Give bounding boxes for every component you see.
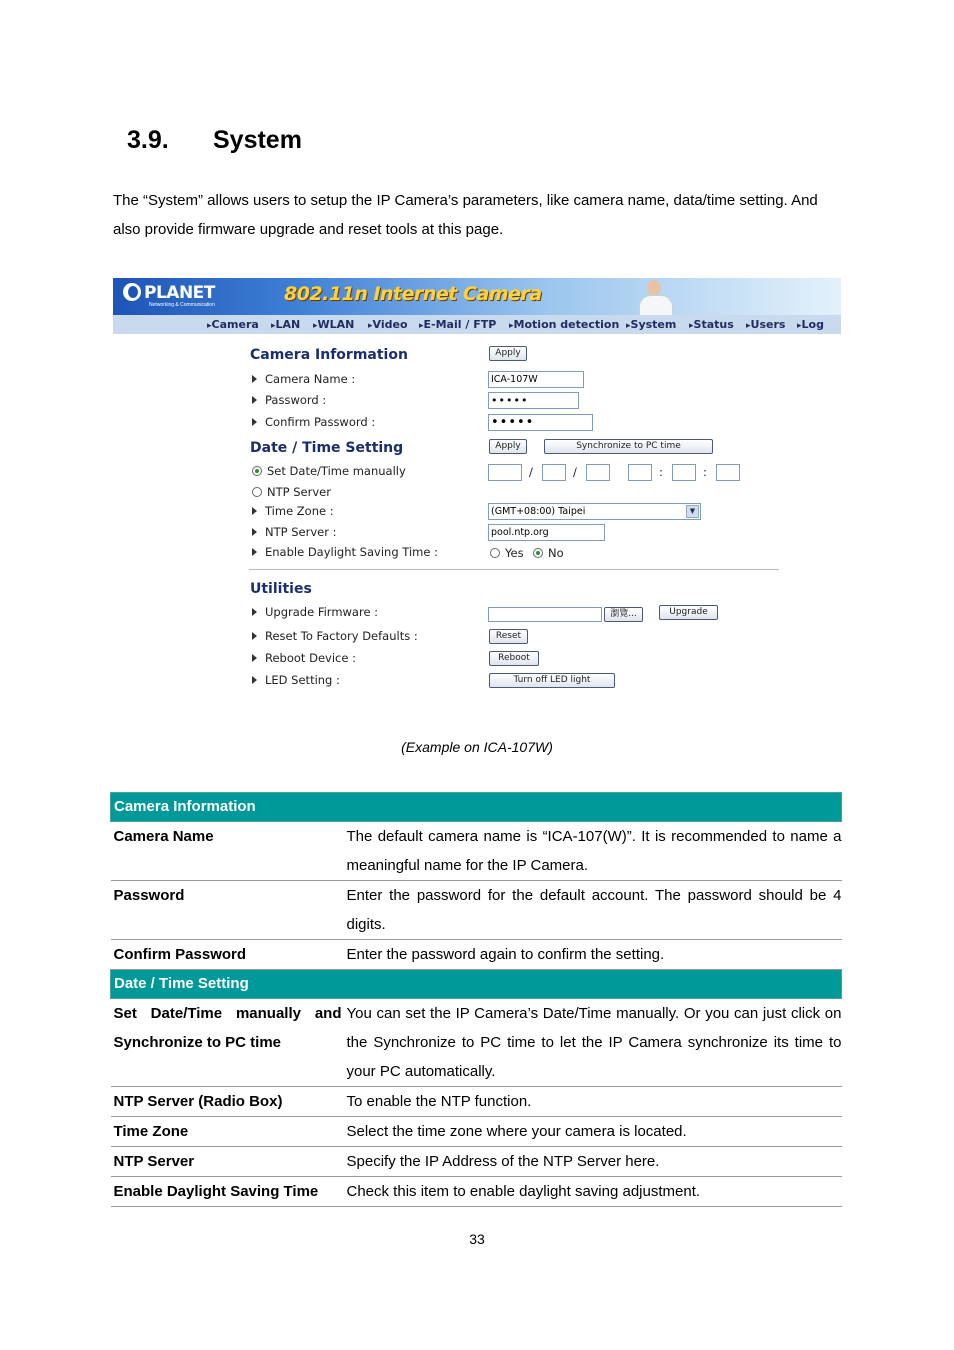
logo-icon [123, 283, 141, 301]
nav-camera[interactable]: ▸ Camera [207, 318, 259, 331]
date-month-input[interactable] [542, 464, 566, 481]
table-row [111, 1147, 842, 1177]
upgrade-button[interactable]: Upgrade [659, 605, 718, 620]
param-description: Check this item to enable daylight saving adjustment. [344, 1177, 842, 1207]
led-setting-label: LED Setting : [252, 673, 340, 687]
planet-logo: PLANET [123, 283, 215, 303]
bullet-icon [252, 528, 257, 536]
param-name: Set Date/Time manually and Synchronize to PC time [111, 999, 344, 1087]
radio-selected-icon[interactable] [252, 466, 262, 476]
person-illustration [633, 278, 681, 315]
param-description: You can set the IP Camera’s Date/Time manually. Or you can just click on the Synchronize to PC time to let the IP Camera synchronize its time to your PC automatically. [344, 999, 842, 1087]
date-year-input[interactable] [488, 464, 522, 481]
browse-button[interactable]: 瀏覽... [604, 607, 643, 622]
param-name: Password [111, 881, 344, 940]
nav-video[interactable]: ▸ Video [368, 318, 408, 331]
logo-subtitle: Networking & Communication [149, 302, 215, 308]
param-description: Enter the password again to confirm the setting. [344, 940, 842, 970]
nav-email-ftp[interactable]: ▸ E-Mail / FTP [419, 318, 496, 331]
bullet-icon [252, 608, 257, 616]
param-name: Camera Name [111, 822, 344, 881]
date-separator: / [529, 465, 533, 479]
bullet-icon [252, 632, 257, 640]
ntp-server-input[interactable]: pool.ntp.org [488, 524, 605, 541]
section-heading [127, 126, 302, 155]
bullet-icon [252, 507, 257, 515]
intro-paragraph: The “System” allows users to setup the IP Camera’s parameters, like camera name, data/time setting. And also provide firmware upgrade and reset tools at this page. [113, 192, 818, 238]
nav-bar [113, 315, 841, 334]
table-row [111, 881, 842, 940]
nav-system[interactable]: ▸ System [626, 318, 676, 331]
bullet-icon [252, 418, 257, 426]
time-zone-label: Time Zone : [252, 504, 334, 518]
banner-title: 802.11n Internet Camera [284, 283, 542, 305]
date-day-input[interactable] [586, 464, 610, 481]
camera-name-label: Camera Name : [252, 372, 355, 386]
utilities-heading: Utilities [250, 581, 312, 597]
confirm-password-input[interactable]: ••••• [488, 414, 593, 431]
bullet-icon [252, 396, 257, 404]
manual-datetime-option[interactable]: Set Date/Time manually [252, 464, 406, 478]
dst-no-option[interactable]: No [533, 546, 564, 560]
param-description: Enter the password for the default account. The password should be 4 digits. [344, 881, 842, 940]
reset-button[interactable]: Reset [489, 629, 528, 644]
param-name: NTP Server (Radio Box) [111, 1087, 344, 1117]
table-row [111, 822, 842, 881]
chevron-down-icon[interactable]: ▼ [686, 505, 699, 518]
led-toggle-button[interactable]: Turn off LED light [489, 673, 615, 688]
time-second-input[interactable] [716, 464, 740, 481]
camera-info-heading: Camera Information [250, 347, 408, 363]
dst-label: Enable Daylight Saving Time : [252, 545, 438, 559]
figure-caption: (Example on ICA-107W) [401, 739, 553, 755]
banner [113, 278, 841, 315]
section-header-camera-info: Camera Information [111, 793, 842, 822]
datetime-apply-button[interactable]: Apply [489, 439, 527, 454]
param-description: To enable the NTP function. [344, 1087, 842, 1117]
time-separator: : [703, 465, 707, 479]
nav-lan[interactable]: ▸ LAN [271, 318, 300, 331]
section-header-datetime: Date / Time Setting [111, 970, 842, 999]
camera-name-input[interactable]: ICA-107W [488, 371, 584, 388]
section-title: System [213, 126, 302, 154]
table-row [111, 999, 842, 1087]
param-description: Specify the IP Address of the NTP Server here. [344, 1147, 842, 1177]
ntp-server-option[interactable]: NTP Server [252, 485, 331, 499]
table-row [111, 940, 842, 970]
page-number: 33 [469, 1231, 485, 1247]
param-name: Enable Daylight Saving Time [111, 1177, 344, 1207]
nav-status[interactable]: ▸ Status [689, 318, 734, 331]
reboot-button[interactable]: Reboot [489, 651, 539, 666]
camera-info-apply-button[interactable]: Apply [489, 346, 527, 361]
table-row [111, 1177, 842, 1207]
bullet-icon [252, 548, 257, 556]
ui-screenshot [113, 278, 841, 698]
ntp-server-label: NTP Server : [252, 525, 336, 539]
bullet-icon [252, 375, 257, 383]
password-input[interactable]: ••••• [488, 392, 579, 409]
param-description: The default camera name is “ICA-107(W)”. It is recommended to name a meaningful name for the IP Camera. [344, 822, 842, 881]
table-row [111, 1117, 842, 1147]
param-name: Confirm Password [111, 940, 344, 970]
param-name: NTP Server [111, 1147, 344, 1177]
table-row [111, 1087, 842, 1117]
dst-yes-option[interactable]: Yes [490, 546, 524, 560]
reboot-device-label: Reboot Device : [252, 651, 356, 665]
time-hour-input[interactable] [628, 464, 652, 481]
radio-selected-icon[interactable] [533, 548, 543, 558]
reset-defaults-label: Reset To Factory Defaults : [252, 629, 418, 643]
bullet-icon [252, 676, 257, 684]
table-section-header [111, 970, 842, 999]
password-label: Password : [252, 393, 326, 407]
time-separator: : [659, 465, 663, 479]
time-zone-select[interactable]: (GMT+08:00) Taipei ▼ [488, 503, 701, 520]
nav-wlan[interactable]: ▸ WLAN [313, 318, 354, 331]
sync-pc-time-button[interactable]: Synchronize to PC time [544, 439, 713, 454]
nav-log[interactable]: ▸ Log [797, 318, 824, 331]
date-separator: / [573, 465, 577, 479]
upgrade-firmware-label: Upgrade Firmware : [252, 605, 378, 619]
table-section-header [111, 793, 842, 822]
radio-unselected-icon[interactable] [252, 487, 262, 497]
param-name: Time Zone [111, 1117, 344, 1147]
parameter-table [110, 792, 842, 1207]
divider [249, 569, 779, 570]
confirm-password-label: Confirm Password : [252, 415, 375, 429]
nav-users[interactable]: ▸ Users [746, 318, 785, 331]
nav-motion-detection[interactable]: ▸ Motion detection [509, 318, 619, 331]
time-minute-input[interactable] [672, 464, 696, 481]
bullet-icon [252, 654, 257, 662]
firmware-file-input[interactable] [488, 607, 602, 622]
datetime-heading: Date / Time Setting [250, 440, 404, 456]
section-number: 3.9. [127, 126, 169, 154]
radio-unselected-icon[interactable] [490, 548, 500, 558]
param-description: Select the time zone where your camera is located. [344, 1117, 842, 1147]
